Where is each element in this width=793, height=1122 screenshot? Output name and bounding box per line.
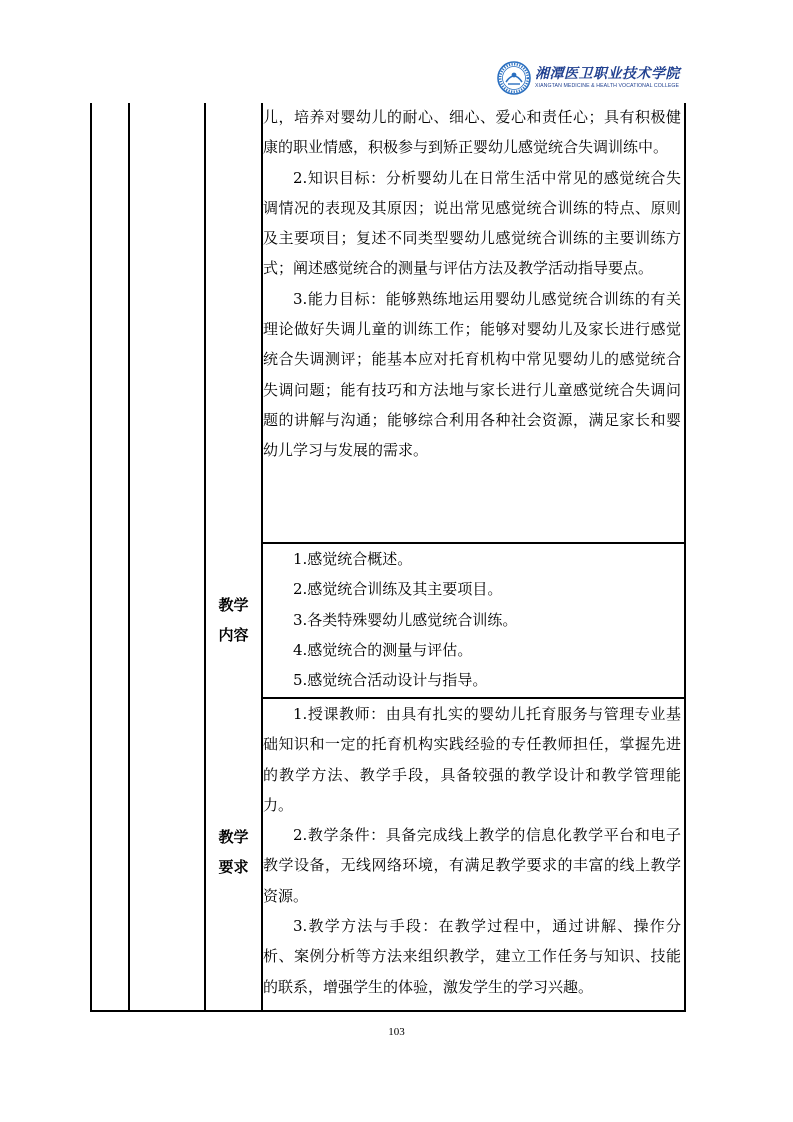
requirement-conditions: 2.教学条件：具备完成线上教学的信息化教学平台和电子教学设备，无线网络环境，有满足教学要求的丰富的线上教学资源。 — [263, 826, 681, 905]
requirements-label-line-2: 要求 — [218, 858, 249, 876]
table-divider-1 — [128, 103, 130, 1012]
requirement-teacher: 1.授课教师：由具有扎实的婴幼儿托育服务与管理专业基础知识和一定的托育机构实践经验的专任教师担任，掌握先进的教学方法、教学手段，具备较强的教学设计和教学管理能力。 — [263, 705, 681, 814]
content-item: 3.各类特殊婴幼儿感觉统合训练。 — [293, 610, 518, 629]
content-item: 4.感觉统合的测量与评估。 — [293, 640, 473, 659]
content-label — [205, 584, 262, 656]
requirements-label — [205, 816, 262, 888]
logo-chinese-name: 湘潭医卫职业技术学院 — [535, 65, 680, 82]
requirements-label-line-1: 教学 — [218, 828, 249, 846]
content-cell — [263, 544, 681, 695]
content-item: 5.感觉统合活动设计与指导。 — [293, 671, 488, 690]
requirement-methods: 3.教学方法与手段：在教学过程中，通过讲解、操作分析、案例分析等方法来组织教学，建立工作任务与知识、技能的联系，增强学生的体验，激发学生的学习兴趣。 — [263, 917, 681, 996]
table-border-left — [90, 103, 92, 1012]
content-item: 2.感觉统合训练及其主要项目。 — [293, 580, 503, 599]
college-logo — [497, 60, 682, 96]
content-label-line-2: 内容 — [218, 626, 249, 644]
goal-knowledge: 2.知识目标：分析婴幼儿在日常生活中常见的感觉统合失调情况的表现及其原因；说出常见感觉统合训练的特点、原则及主要项目；复述不同类型婴幼儿感觉统合训练的主要训练方式；阐述感觉统合的测量与评估方法及教学活动指导要点。 — [263, 168, 681, 278]
goal-ability: 3.能力目标：能够熟练地运用婴幼儿感觉统合训练的有关理论做好失调儿童的训练工作；能够对婴幼儿及家长进行感觉统合失调测评；能基本应对托育机构中常见婴幼儿的感觉统合失调问题；能有技巧和方法地与家长进行儿童感觉统合失调问题的讲解与沟通；能够综合利用各种社会资源，满足家长和婴幼儿学习与发展的需求。 — [263, 289, 681, 460]
table-border-right — [684, 103, 686, 1012]
content-label-line-1: 教学 — [218, 596, 249, 614]
goal-line-1: 儿，培养对婴幼儿的耐心、细心、爱心和责任心；具有积极健康的职业情感，积极参与到矫正婴幼儿感觉统合失调训练中。 — [263, 108, 681, 157]
logo-english-name: XIANGTAN MEDICINE & HEALTH VOCATIONAL COLLEGE — [535, 82, 680, 89]
content-item: 1.感觉统合概述。 — [293, 550, 413, 568]
requirements-cell — [263, 699, 681, 1002]
college-seal-icon — [497, 61, 531, 95]
table-border-bottom — [90, 1010, 686, 1012]
page-number: 103 — [388, 1026, 405, 1038]
goal-cell — [263, 102, 681, 466]
